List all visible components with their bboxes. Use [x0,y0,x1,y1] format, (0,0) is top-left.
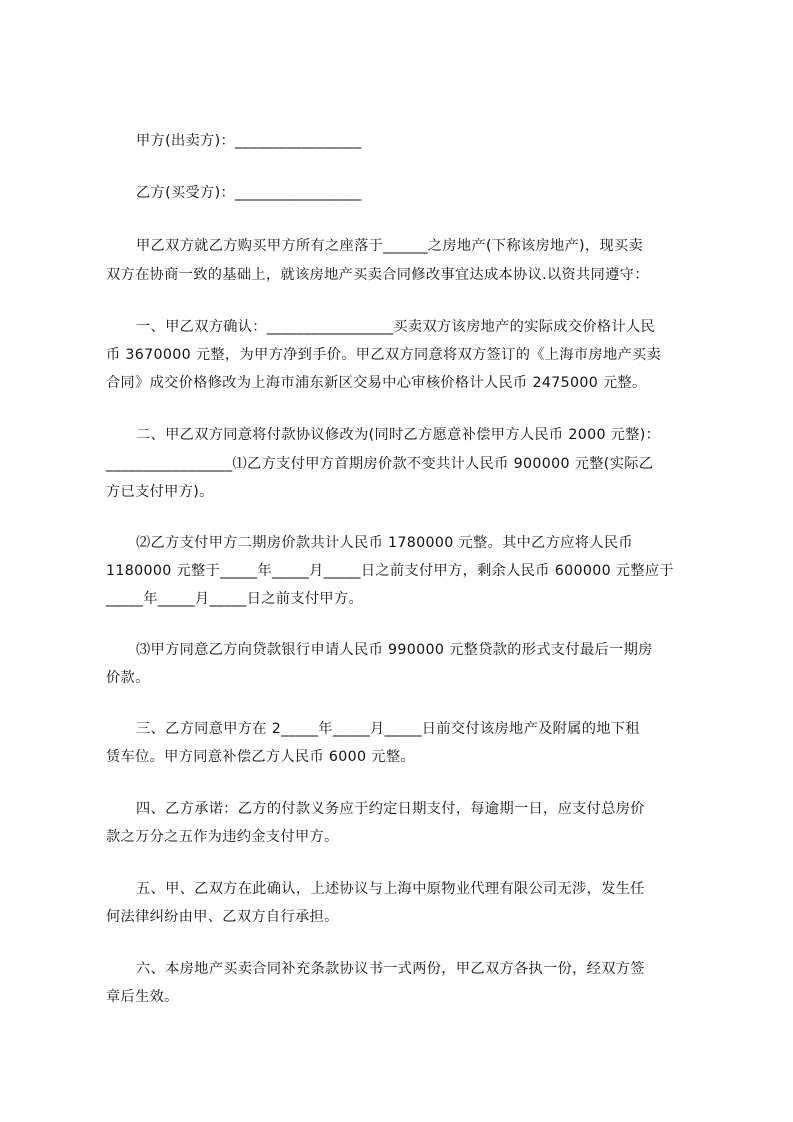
clause-6-line-2: 章后生效。 [106,989,179,1005]
clause-2-line-3: 方已支付甲方)。 [106,484,214,500]
clause-2-line-2: _________________⑴乙方支付甲方首期房价款不变共计人民币 900000 元整(实际乙 [106,456,654,472]
clause-2-item-2-line-1: ⑵乙方支付甲方二期房价款共计人民币 1780000 元整。其中乙方应将人民币 [136,535,633,551]
clause-6-line-1: 六、本房地产买卖合同补充条款协议书一式两份，甲乙双方各执一份，经双方签 [136,961,645,977]
clause-4-line-1: 四、乙方承诺：乙方的付款义务应于约定日期支付，每逾期一日，应支付总房价 [136,801,645,817]
clause-3-line-2: 赁车位。甲方同意补偿乙方人民币 6000 元整。 [106,749,415,765]
intro-line-2: 双方在协商一致的基础上，就该房地产买卖合同修改事宜达成本协议.以资共同遵守： [106,267,649,283]
intro-line-1: 甲乙双方就乙方购买甲方所有之座落于______之房地产(下称该房地产)，现买卖 [136,238,644,254]
clause-2-item-3-line-2: 价款。 [106,670,150,686]
clause-2-item-2-line-3: _____年_____月_____日之前支付甲方。 [106,591,364,607]
clause-2-line-1: 二、甲乙双方同意将付款协议修改为(同时乙方愿意补偿甲方人民币 2000 元整)： [136,427,661,443]
clause-2-item-3-line-1: ⑶甲方同意乙方向贷款银行申请人民币 990000 元整贷款的形式支付最后一期房 [136,642,653,658]
clause-3-line-1: 三、乙方同意甲方在 2_____年_____月_____日前交付该房地产及附属的地下租 [136,721,640,737]
clause-5-line-1: 五、甲、乙双方在此确认，上述协议与上海中原物业代理有限公司无涉，发生任 [136,881,645,897]
clause-1-line-1: 一、甲乙双方确认：_________________买卖双方该房地产的实际成交价格计人民 [136,319,656,335]
clause-5-line-2: 何法律纠纷由甲、乙双方自行承担。 [106,909,339,925]
party-b-line: 乙方(买受方)：_________________ [136,185,362,201]
party-a-line: 甲方(出卖方)：_________________ [136,133,362,149]
clause-1-line-3: 合同》成交价格修改为上海市浦东新区交易中心审核价格计人民币 2475000 元整。 [106,375,647,391]
clause-4-line-2: 款之万分之五作为违约金支付甲方。 [106,829,339,845]
clause-2-item-2-line-2: 1180000 元整于_____年_____月_____日之前支付甲方，剩余人民币 600000 元整应于 [106,563,674,579]
clause-1-line-2: 币 3670000 元整，为甲方净到手价。甲乙双方同意将双方签订的《上海市房地产买卖 [106,347,662,363]
